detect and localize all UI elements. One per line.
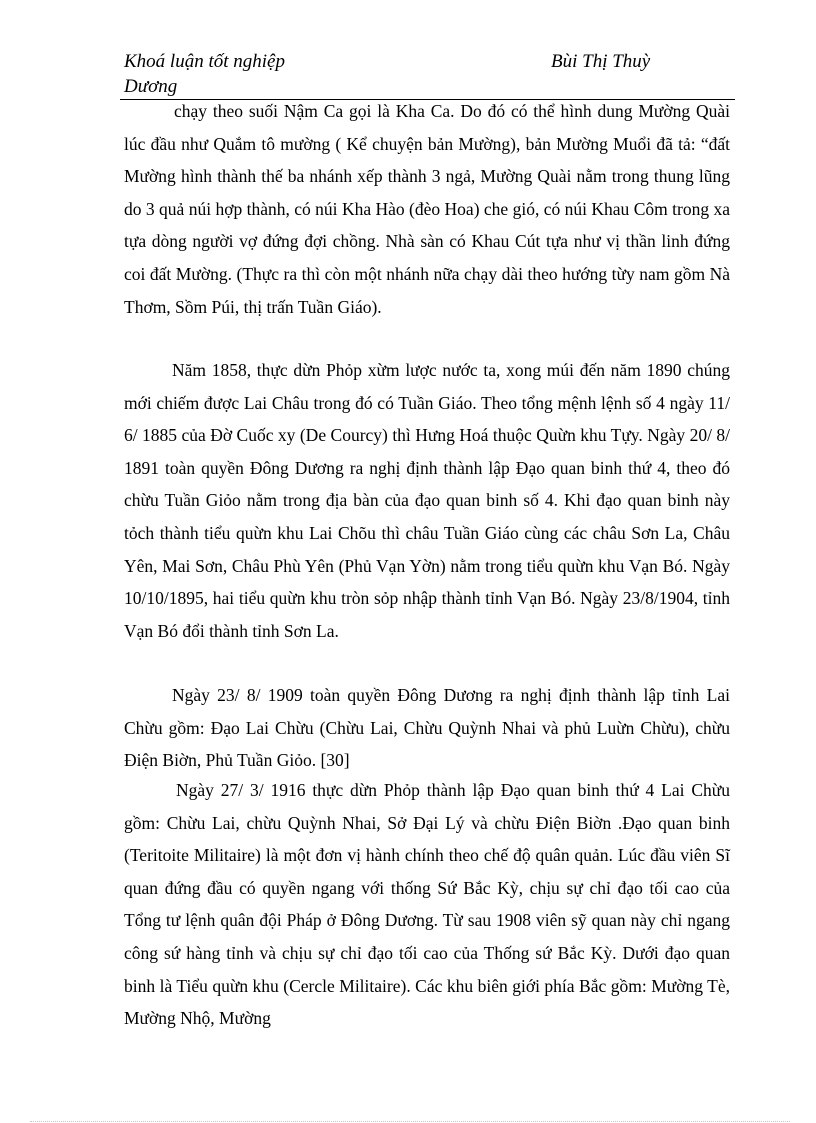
- header-thesis-title-line2: Dương: [124, 76, 178, 97]
- paragraph-text: Ngày 23/ 8/ 1909 toàn quyền Đông Dương ra nghị định thành lập tỉnh Lai Chừu gồm: Đạo Lai Chừu (Chừu Lai, Chừu Quỳnh Nhai và phủ Luừn Chừu), chừu Điện Biờn, Phủ Tuần Giỏo. [30]: [124, 685, 730, 771]
- body-paragraph-4: [124, 774, 730, 1035]
- header-author-name: Bùi Thị Thuỳ: [551, 51, 651, 72]
- body-paragraph-2: [124, 354, 730, 647]
- paragraph-text: chạy theo suối Nậm Ca gọi là Kha Ca. Do đó có thể hình dung Mường Quài lúc đầu như Quắm tô mường ( Kể chuyện bản Mường), bản Mường Muổi đã tả: “đất Mường hình thành thế ba nhánh xếp thành 3 ngả, Mường Quài nằm trong thung lũng do 3 quả núi hợp thành, có núi Kha Hào (đèo Hoa) che gió, có núi Khau Côm trong xa tựa dòng người vợ đứng đợi chồng. Nhà sàn có Khau Cút tựa như vị thần linh đứng coi đất Mường. (Thực ra thì còn một nhánh nữa chạy dài theo hướng từy nam gồm Nà Thơm, Sồm Púi, thị trấn Tuần Giáo).: [124, 101, 730, 317]
- body-paragraph-3: [124, 679, 730, 777]
- header-thesis-title: Khoá luận tốt nghiệp: [124, 51, 285, 72]
- body-paragraph-1: [124, 95, 730, 323]
- paragraph-text: Ngày 27/ 3/ 1916 thực dừn Phỏp thành lập Đạo quan binh thứ 4 Lai Chừu gồm: Chừu Lai, chừu Quỳnh Nhai, Sở Đại Lý và chừu Điện Biờn .Đạo quan binh (Teritoite Militaire) là một đơn vị hành chính theo chế độ quân quản. Lúc đầu viên Sĩ quan đứng đầu có quyền ngang với thống Sứ Bắc Kỳ, chịu sự chỉ đạo tối cao của Tổng tư lệnh quân đội Pháp ở Đông Dương. Từ sau 1908 viên sỹ quan này chỉ ngang công sứ hàng tỉnh và chịu sự chỉ đạo tối cao của Thống sứ Bắc Kỳ. Dưới đạo quan binh là Tiểu quừn khu (Cercle Militaire). Các khu biên giới phía Bắc gồm: Mường Tè, Mường Nhộ, Mường: [124, 780, 730, 1029]
- paragraph-text: Năm 1858, thực dừn Phỏp xừm lược nước ta, xong múi đến năm 1890 chúng mới chiếm được Lai Châu trong đó có Tuần Giáo. Theo tổng mệnh lệnh số 4 ngày 11/ 6/ 1885 của Đờ Cuốc xy (De Courcy) thì Hưng Hoá thuộc Quừn khu Tựy. Ngày 20/ 8/ 1891 toàn quyền Đông Dương ra nghị định thành lập Đạo quan binh thứ 4, theo đó chừu Tuần Giỏo nằm trong địa bàn của đạo quan binh số 4. Khi đạo quan binh này tỏch thành tiểu quừn khu Lai Chõu thì châu Tuần Giáo cùng các châu Sơn La, Châu Yên, Mai Sơn, Châu Phù Yên (Phủ Vạn Yờn) nằm trong tiểu quừn khu Vạn Bó. Ngày 10/10/1895, hai tiểu quừn khu tròn sỏp nhập thành tỉnh Vạn Bó. Ngày 23/8/1904, tỉnh Vạn Bó đổi thành tỉnh Sơn La.: [124, 360, 730, 641]
- page-bottom-border: [30, 1121, 790, 1122]
